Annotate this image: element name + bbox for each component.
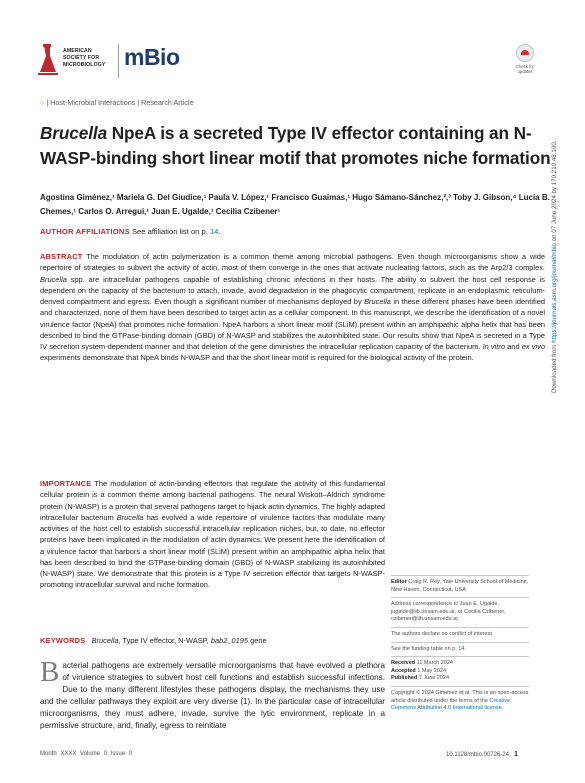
funding-page-link[interactable]: 14 [458, 645, 465, 652]
footer-doi: 10.1128/mbio.00726-24 1 [446, 751, 518, 758]
open-access-icon: ○ [40, 98, 45, 107]
article-title: Brucella NpeA is a secreted Type IV effector containing an N-WASP-binding short linear motif that promotes niche formation [40, 123, 551, 168]
keywords: KEYWORDS Brucella, Type IV effector, N-WASP, bab2_0195 gene [40, 636, 267, 645]
funding-info: See the funding table on p. 14. [391, 645, 466, 652]
abstract-label: ABSTRACT [40, 252, 83, 261]
page-number: 1 [513, 751, 518, 758]
footer-issue-info: Month XXXX Volume 0 Issue 0 [40, 751, 133, 757]
check-for-updates-badge[interactable]: Check for updates [506, 44, 544, 78]
editor-info: Editor Craig R. Roy, Yale University School of Medicine, New Haven, Connecticut, USA [391, 579, 529, 593]
abstract: ABSTRACT The modulation of actin polymerization is a common theme among microbial pathogens. Even though microorganisms show a wide repertoire of strategies to subvert the activity of actin, most of them converge in the ones that activate nucleating factors, such as the Arp2/3 complex. Brucella spp. are intracellular pathogens capable of establishing chronic infections in their hosts. The ability to subvert the host cell response is dependent on the capacity of the bacterium to attach, invade, avoid degradation in the phagocytic compartment, replicate in an endoplasmic reticulum-derived compartment and egress. Even though a significant number of mechanisms deployed by Brucella in these different phases have been identified and characterized, none of them have been described to target actin as a cellular component. In this manuscript, we describe the identification of a novel virulence factor (NpeA) that promotes niche formation. NpeA harbors a short linear motif (SLiM) present within an amphipathic alpha helix that has been described to bind the GTPase-binding domain (GBD) of N-WASP and stabilizes the autoinhibited state. Our results show that NpeA is secreted in a Type IV secretion system-dependent manner and that deletion of the gene diminishes the intracellular replication capacity of the bacterium. In vitro and ex vivo experiments demonstrate that NpeA binds N-WASP and that the short linear motif is required for the biological activity of the protein. [40, 252, 546, 363]
license-link[interactable]: Creative Commons Attribution 4.0 International license [391, 697, 510, 712]
download-notice: Downloaded from https://journals.asm.org/journal/mbio on 07 June 2024 by 170.210.48.100. [551, 140, 558, 393]
body-text: Bacterial pathogens are extremely versatile microorganisms that have evolved a plethora of virulence strategies to subvert host cell functions and establish successful infections. Due to the many different lifestyles these pathogens display, the mechanisms they use and the cellular pathways they exploit are very diverse (1). In the particular case of intracellular microorganisms, they must adhere, invade, survive the lytic environment, replicate in a permissive structure, and, finally, egress to reinitiate [40, 656, 385, 731]
importance-statement: IMPORTANCE The modulation of actin-binding effectors that regulate the activity of this fundamental cellular protein is a common theme among bacterial pathogens. The neural Wiskott–Aldrich syndrome protein (N-WASP) is a protein that several pathogens target to hijack actin dynamics. The highly adapted intracellular bacterium Brucella has evolved a wide repertoire of virulence factors that modulate many activities of the host cell to establish successful intracellular replication niches, but, to date, no effector proteins have been implicated in the modulation of actin dynamics. We present here the identification of a virulence factor that harbors a short linear motif (SLiM) present within an amphipathic alpha helix that has been described to bind the GTPase-binding domain (GBD) of N-WASP stabilizing its autoinhibited (N-WASP) state. We demonstrate that this protein is a Type IV secretion effector that targets N-WASP-promoting intracellular survival and niche formation. [40, 479, 385, 590]
article-category: ○ | Host-Microbial Interactions | Research Article [40, 98, 194, 107]
asm-logo [38, 44, 113, 78]
check-updates-icon [516, 44, 534, 62]
author-affiliations: AUTHOR AFFILIATIONS See affiliation list on p. 14. [40, 227, 221, 236]
article-info-sidebar [391, 572, 529, 716]
keywords-label: KEYWORDS [40, 636, 86, 645]
author-list: Agostina Giménez,¹ Mariela G. Del Giudice,¹ Paula V. López,¹ Francisco Guaimas,¹ Hugo Sámano-Sánchez,²,³ Toby J. Gibson,⁴ Lucía B. Chemes,¹ Carlos O. Arregui,¹ Juan E. Ugalde,¹ Cecilia Czibener¹ [40, 193, 550, 216]
publication-dates: Received 11 March 2024 Accepted 1 May 2024 Published 7 June 2024 [391, 660, 453, 682]
conflict-statement: The authors declare no conflict of interest. [391, 630, 494, 637]
correspondence-info: Address correspondence to Juan E. Ugalde, jugalde@iib.unsam.edu.ar, or Cecilia Czibener, czibener@iib.unsam.edu.ar. [391, 601, 506, 623]
header-divider [118, 44, 119, 78]
journal-url-link[interactable]: https://journals.asm.org/journal/mbio [551, 243, 558, 343]
affiliation-page-link[interactable]: 14 [209, 227, 219, 236]
asm-flask-icon [38, 44, 58, 76]
journal-logo: mBio [124, 44, 180, 70]
copyright-notice: Copyright © 2024 Giménez et al. This is an open-access article distributed under the terms of the Creative Commons Attribution 4.0 International license. [391, 689, 529, 712]
importance-label: IMPORTANCE [40, 479, 92, 488]
drop-cap: B [40, 656, 60, 688]
society-name: AMERICAN SOCIETY FOR MICROBIOLOGY [63, 48, 106, 68]
